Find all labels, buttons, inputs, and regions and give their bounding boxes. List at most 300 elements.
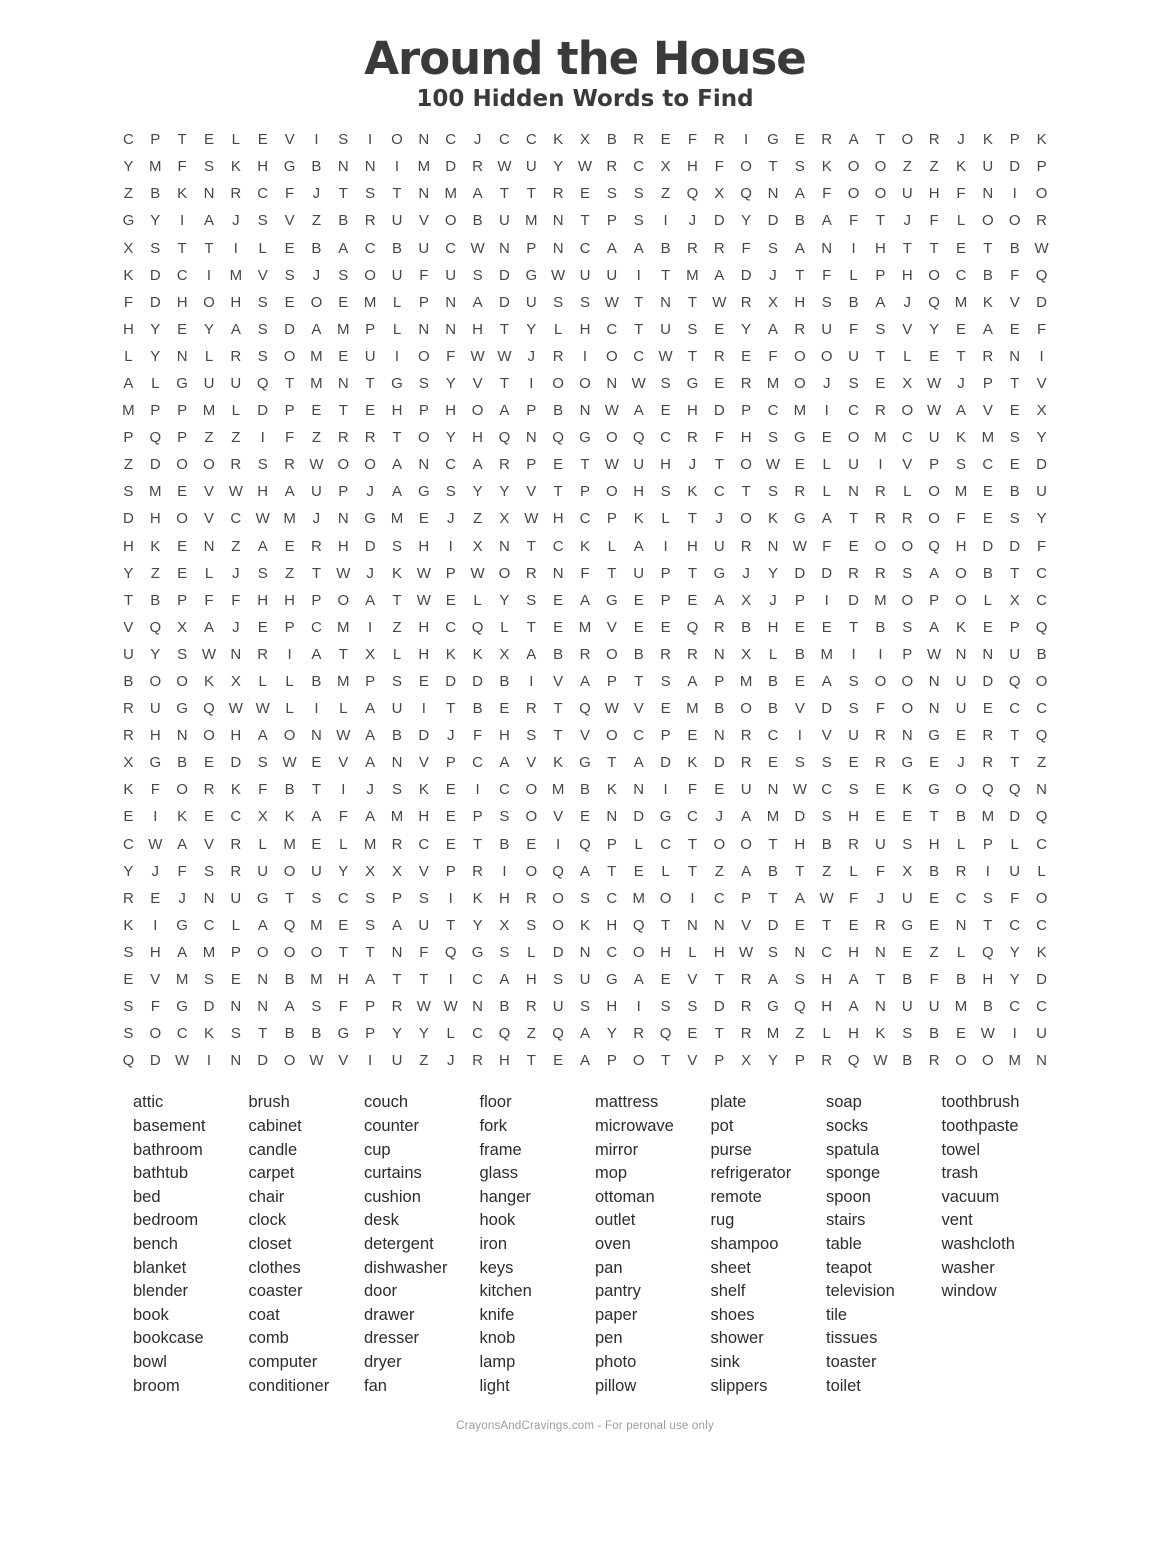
grid-cell: O <box>874 185 887 203</box>
word-item: vacuum <box>941 1187 1000 1206</box>
grid-cell: X <box>741 591 752 609</box>
grid-cell: R <box>257 645 269 663</box>
grid-cell: K <box>230 158 241 176</box>
grid-cell: L <box>231 402 241 420</box>
grid-cell: W <box>551 266 566 284</box>
grid-cell: N <box>875 943 886 961</box>
grid-cell: I <box>582 347 588 365</box>
grid-cell: U <box>123 645 134 663</box>
grid-cell: B <box>794 212 805 230</box>
word-item: bed <box>133 1187 161 1206</box>
grid-cell: T <box>875 971 885 989</box>
grid-cell: S <box>579 998 590 1016</box>
grid-cell: L <box>285 673 294 691</box>
grid-cell: D <box>660 754 671 772</box>
grid-cell: R <box>740 537 752 555</box>
grid-cell: E <box>579 808 590 826</box>
grid-cell: Z <box>123 456 133 474</box>
grid-cell: T <box>795 266 805 284</box>
grid-cell: H <box>149 727 161 745</box>
grid-cell: T <box>768 158 778 176</box>
grid-cell: M <box>766 808 780 826</box>
grid-cell: B <box>311 158 322 176</box>
grid-cell: E <box>794 916 805 934</box>
grid-cell: O <box>874 158 887 176</box>
grid-cell: E <box>553 456 564 474</box>
grid-cell: Y <box>499 483 510 501</box>
grid-cell: S <box>794 754 805 772</box>
word-item: attic <box>133 1093 164 1112</box>
grid-cell: S <box>633 185 644 203</box>
grid-cell: L <box>661 510 670 528</box>
grid-cell: S <box>526 916 537 934</box>
grid-cell: S <box>848 673 859 691</box>
grid-cell: U <box>552 998 564 1016</box>
grid-cell: X <box>741 645 752 663</box>
grid-cell: V <box>1009 293 1020 311</box>
grid-cell: Y <box>553 158 564 176</box>
grid-cell: A <box>579 591 590 609</box>
grid-cell: F <box>150 781 160 799</box>
grid-cell: I <box>1012 1025 1017 1043</box>
grid-cell: T <box>875 347 885 365</box>
grid-cell: U <box>848 456 859 474</box>
grid-cell: A <box>284 483 295 501</box>
grid-cell: O <box>982 212 994 230</box>
grid-cell: A <box>123 374 134 392</box>
word-item: lamp <box>479 1352 516 1371</box>
grid-cell: F <box>284 185 295 203</box>
grid-cell: U <box>606 266 618 284</box>
grid-cell: C <box>552 537 564 555</box>
grid-cell: V <box>418 212 429 230</box>
grid-cell: R <box>284 456 295 474</box>
grid-cell: W <box>604 293 619 311</box>
grid-cell: R <box>472 862 483 880</box>
grid-cell: U <box>149 700 161 718</box>
grid-cell: L <box>849 862 858 880</box>
grid-cell: K <box>1036 943 1047 961</box>
grid-cell: F <box>822 266 832 284</box>
grid-cell: R <box>955 862 967 880</box>
grid-cell: F <box>768 347 778 365</box>
grid-cell: O <box>740 456 752 474</box>
grid-cell: T <box>875 131 885 149</box>
grid-cell: A <box>203 212 214 230</box>
grid-cell: S <box>338 131 349 149</box>
grid-cell: E <box>553 591 564 609</box>
grid-cell: A <box>741 862 752 880</box>
grid-cell: F <box>338 998 348 1016</box>
grid-cell: T <box>741 483 751 501</box>
word-item: couch <box>364 1093 409 1112</box>
grid-cell: R <box>311 537 322 555</box>
grid-cell: E <box>633 618 644 636</box>
grid-cell: U <box>901 889 913 907</box>
grid-cell: H <box>821 971 833 989</box>
grid-cell: Q <box>1035 266 1048 284</box>
grid-cell: P <box>1009 131 1020 149</box>
grid-cell: P <box>284 402 295 420</box>
grid-cell: I <box>394 158 400 176</box>
grid-cell: L <box>553 320 563 338</box>
grid-cell: B <box>633 645 644 663</box>
grid-cell: P <box>982 835 993 853</box>
grid-cell: V <box>257 266 268 284</box>
grid-cell: G <box>579 754 591 772</box>
grid-cell: T <box>848 510 859 528</box>
grid-cell: R <box>821 131 833 149</box>
grid-cell: C <box>472 971 483 989</box>
grid-cell: Q <box>928 537 940 555</box>
grid-cell: K <box>472 645 483 663</box>
grid-cell: V <box>1036 374 1047 392</box>
grid-cell: G <box>149 754 162 772</box>
grid-cell: W <box>873 1052 888 1070</box>
word-item: plate <box>710 1093 747 1112</box>
grid-cell: S <box>257 212 268 230</box>
grid-cell: Z <box>231 429 241 447</box>
grid-cell: M <box>310 916 323 934</box>
grid-cell: V <box>902 456 913 474</box>
grid-cell: W <box>228 483 243 501</box>
grid-cell: M <box>766 1025 780 1043</box>
grid-cell: A <box>821 510 832 528</box>
grid-cell: I <box>394 347 400 365</box>
grid-cell: H <box>123 537 134 555</box>
grid-cell: J <box>232 564 240 582</box>
grid-cell: Y <box>445 374 456 392</box>
grid-cell: D <box>257 402 269 420</box>
grid-cell: O <box>740 158 752 176</box>
grid-cell: E <box>955 1025 966 1043</box>
grid-cell: A <box>177 943 188 961</box>
grid-cell: V <box>553 673 564 691</box>
grid-cell: O <box>525 808 538 826</box>
grid-cell: T <box>1010 374 1020 392</box>
grid-cell: P <box>365 1025 376 1043</box>
grid-cell: F <box>580 564 590 582</box>
word-item: keys <box>479 1258 514 1277</box>
grid-cell: A <box>257 916 268 934</box>
grid-cell: E <box>660 131 671 149</box>
grid-cell: Q <box>632 916 645 934</box>
grid-cell: V <box>284 131 295 149</box>
word-item: knife <box>479 1305 515 1324</box>
grid-cell: D <box>821 564 833 582</box>
grid-cell: X <box>391 862 402 880</box>
grid-cell: S <box>902 1025 913 1043</box>
grid-cell: T <box>607 862 617 880</box>
grid-cell: V <box>203 835 214 853</box>
grid-cell: C <box>606 889 618 907</box>
grid-cell: D <box>472 673 483 691</box>
grid-cell: R <box>123 700 134 718</box>
grid-cell: O <box>794 347 806 365</box>
grid-cell: R <box>740 998 752 1016</box>
grid-cell: J <box>742 564 750 582</box>
grid-cell: T <box>714 456 724 474</box>
grid-cell: L <box>339 835 348 853</box>
word-item: bench <box>133 1234 178 1253</box>
grid-cell: X <box>902 374 913 392</box>
grid-cell: D <box>1036 971 1047 989</box>
grid-cell: B <box>150 591 161 609</box>
grid-cell: G <box>525 266 538 284</box>
grid-cell: U <box>740 781 752 799</box>
grid-cell: Y <box>391 1025 402 1043</box>
grid-cell: E <box>499 700 510 718</box>
grid-cell: H <box>713 943 725 961</box>
grid-cell: I <box>636 998 641 1016</box>
grid-cell: J <box>715 510 724 528</box>
word-item: chair <box>248 1187 285 1206</box>
grid-cell: B <box>553 402 564 420</box>
grid-cell: S <box>848 700 859 718</box>
grid-cell: D <box>1009 537 1021 555</box>
grid-cell: Y <box>123 862 134 880</box>
grid-cell: R <box>821 1052 833 1070</box>
grid-cell: N <box>955 645 967 663</box>
grid-cell: U <box>203 374 215 392</box>
grid-cell: S <box>203 158 214 176</box>
grid-cell: W <box>255 700 270 718</box>
grid-cell: G <box>391 374 403 392</box>
grid-cell: N <box>955 916 967 934</box>
grid-cell: T <box>1010 727 1020 745</box>
grid-cell: P <box>526 402 537 420</box>
grid-cell: B <box>311 239 322 257</box>
grid-cell: H <box>337 537 349 555</box>
word-item: comb <box>248 1329 289 1348</box>
grid-cell: G <box>928 781 940 799</box>
grid-cell: I <box>851 239 856 257</box>
grid-cell: N <box>203 889 215 907</box>
grid-cell: B <box>955 971 966 989</box>
grid-cell: I <box>153 808 158 826</box>
grid-cell: E <box>902 943 913 961</box>
grid-cell: N <box>633 781 645 799</box>
word-item: candle <box>248 1140 298 1159</box>
grid-cell: U <box>525 293 537 311</box>
grid-cell: Y <box>606 1025 617 1043</box>
word-item: toaster <box>826 1352 877 1371</box>
grid-cell: T <box>929 808 939 826</box>
grid-cell: Q <box>498 1025 511 1043</box>
grid-cell: S <box>123 483 134 501</box>
grid-cell: W <box>416 998 431 1016</box>
grid-cell: R <box>364 429 376 447</box>
grid-cell: Z <box>660 185 671 203</box>
word-item: dishwasher <box>364 1258 448 1277</box>
grid-cell: O <box>955 1052 967 1070</box>
word-item: closet <box>248 1234 292 1253</box>
grid-cell: E <box>875 808 886 826</box>
grid-cell: F <box>956 510 966 528</box>
grid-cell: T <box>714 971 724 989</box>
grid-cell: X <box>660 158 671 176</box>
grid-cell: A <box>633 754 644 772</box>
grid-cell: O <box>740 510 752 528</box>
grid-cell: C <box>230 808 242 826</box>
grid-cell: R <box>875 754 886 772</box>
grid-cell: L <box>204 564 214 582</box>
grid-cell: H <box>230 293 242 311</box>
grid-cell: R <box>391 998 403 1016</box>
grid-cell: N <box>525 429 537 447</box>
grid-cell: K <box>902 781 913 799</box>
grid-cell: V <box>150 971 161 989</box>
footer-credit: CrayonsAndCravings.com - For peronal use only <box>456 1420 714 1433</box>
grid-cell: A <box>767 971 778 989</box>
grid-cell: K <box>955 429 966 447</box>
grid-cell: O <box>391 131 403 149</box>
grid-cell: K <box>203 673 214 691</box>
grid-cell: H <box>687 402 698 420</box>
grid-cell: P <box>230 943 241 961</box>
grid-cell: O <box>176 510 188 528</box>
grid-cell: B <box>982 266 993 284</box>
grid-cell: O <box>606 645 618 663</box>
grid-cell: E <box>687 591 698 609</box>
grid-cell: T <box>580 212 590 230</box>
grid-cell: B <box>311 1025 322 1043</box>
grid-cell: O <box>874 673 887 691</box>
grid-cell: M <box>578 618 592 636</box>
grid-cell: Q <box>632 429 645 447</box>
grid-cell: Y <box>741 212 752 230</box>
grid-cell: S <box>203 862 214 880</box>
grid-cell: R <box>633 131 645 149</box>
grid-cell: W <box>470 564 485 582</box>
grid-cell: O <box>901 591 914 609</box>
grid-cell: V <box>902 320 913 338</box>
grid-cell: T <box>1010 564 1020 582</box>
grid-cell: X <box>365 862 376 880</box>
grid-cell: O <box>176 781 188 799</box>
grid-cell: Y <box>418 1025 429 1043</box>
grid-cell: P <box>445 754 456 772</box>
grid-cell: F <box>822 537 832 555</box>
grid-cell: P <box>445 564 456 582</box>
grid-cell: M <box>337 618 350 636</box>
grid-cell: E <box>794 618 805 636</box>
grid-cell: W <box>604 402 619 420</box>
grid-cell: U <box>230 374 242 392</box>
word-item: door <box>364 1282 398 1301</box>
grid-cell: X <box>902 862 913 880</box>
grid-cell: H <box>123 320 134 338</box>
grid-cell: C <box>311 618 322 636</box>
grid-cell: R <box>230 185 242 203</box>
grid-cell: C <box>445 239 457 257</box>
grid-cell: D <box>552 943 564 961</box>
grid-cell: M <box>337 320 350 338</box>
grid-cell: X <box>257 808 268 826</box>
grid-cell: E <box>902 808 913 826</box>
grid-cell: S <box>553 971 564 989</box>
grid-cell: T <box>204 239 214 257</box>
grid-cell: E <box>660 700 671 718</box>
word-item: shelf <box>710 1282 746 1301</box>
grid-cell: W <box>712 293 727 311</box>
grid-cell: P <box>418 293 429 311</box>
grid-cell: N <box>713 727 725 745</box>
grid-cell: O <box>606 727 618 745</box>
grid-cell: C <box>606 943 618 961</box>
grid-cell: N <box>1036 1052 1047 1070</box>
grid-cell: I <box>180 212 185 230</box>
grid-cell: V <box>418 862 429 880</box>
grid-cell: C <box>579 239 591 257</box>
grid-cell: S <box>526 591 537 609</box>
grid-cell: A <box>365 808 376 826</box>
grid-cell: O <box>847 429 860 447</box>
grid-cell: I <box>636 266 641 284</box>
grid-cell: I <box>797 727 802 745</box>
grid-cell: E <box>767 754 778 772</box>
grid-cell: C <box>901 429 913 447</box>
grid-cell: L <box>204 347 214 365</box>
grid-cell: M <box>954 483 968 501</box>
grid-cell: W <box>470 239 485 257</box>
grid-cell: Z <box>795 1025 805 1043</box>
grid-cell: B <box>794 645 805 663</box>
grid-cell: L <box>446 1025 455 1043</box>
grid-cell: J <box>527 347 536 365</box>
grid-cell: N <box>606 374 618 392</box>
grid-cell: A <box>955 402 966 420</box>
grid-cell: S <box>579 889 590 907</box>
grid-cell: J <box>769 591 777 609</box>
grid-cell: W <box>148 835 163 853</box>
grid-cell: L <box>124 347 133 365</box>
grid-cell: I <box>421 700 426 718</box>
grid-cell: N <box>257 971 269 989</box>
grid-cell: E <box>203 754 214 772</box>
word-item: soap <box>826 1093 862 1112</box>
grid-cell: W <box>497 347 512 365</box>
grid-cell: R <box>230 835 242 853</box>
grid-cell: K <box>767 510 778 528</box>
grid-cell: S <box>821 293 832 311</box>
word-item: iron <box>479 1234 508 1253</box>
grid-cell: Q <box>686 185 699 203</box>
grid-cell: I <box>824 402 829 420</box>
grid-cell: J <box>151 862 160 880</box>
grid-cell: F <box>875 700 885 718</box>
grid-cell: H <box>875 239 886 257</box>
grid-cell: S <box>257 754 268 772</box>
grid-cell: O <box>579 374 591 392</box>
grid-cell: H <box>472 429 483 447</box>
grid-cell: W <box>201 645 217 663</box>
grid-cell: P <box>606 510 617 528</box>
grid-cell: S <box>257 564 268 582</box>
grid-cell: Q <box>552 862 564 880</box>
grid-cell: H <box>901 266 913 284</box>
grid-cell: E <box>553 1052 564 1070</box>
grid-cell: I <box>851 645 856 663</box>
grid-cell: O <box>740 835 752 853</box>
grid-cell: G <box>176 998 188 1016</box>
grid-cell: T <box>768 889 778 907</box>
grid-cell: A <box>338 239 349 257</box>
grid-cell: R <box>1036 212 1047 230</box>
word-item: sink <box>710 1352 740 1371</box>
grid-cell: D <box>445 158 457 176</box>
grid-cell: R <box>552 185 564 203</box>
